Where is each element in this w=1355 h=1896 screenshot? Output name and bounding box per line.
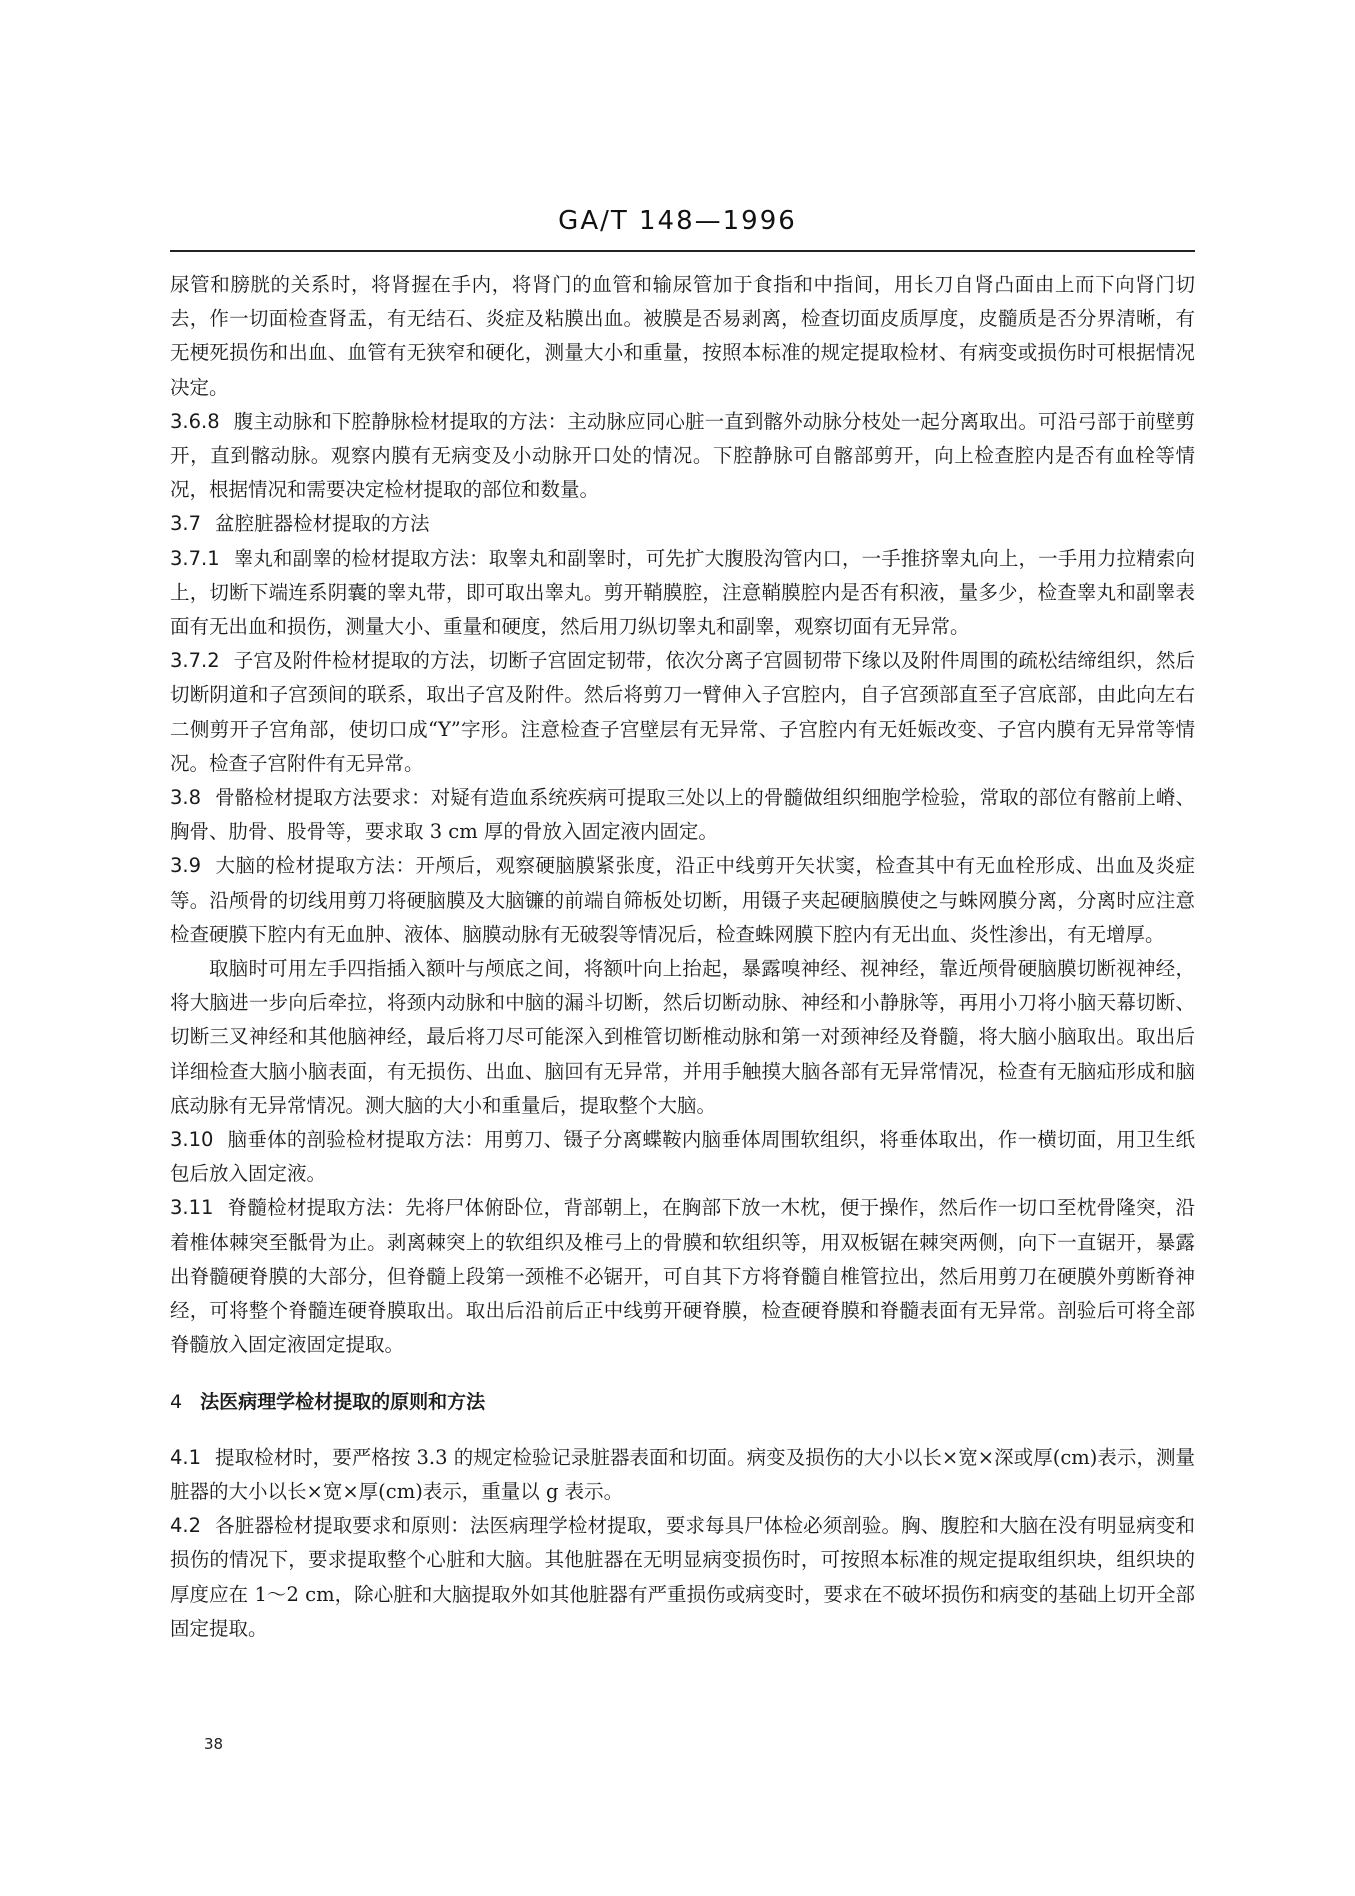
paragraph-text: 睾丸和副睾的检材提取方法：取睾丸和副睾时，可先扩大腹股沟管内口，一手推挤睾丸向上，一手用力拉精索向上，切断下端连系阴囊的睾丸带，即可取出睾丸。剪开鞘膜腔，注意鞘膜腔内是否有积液，量多少，检查睾丸和副睾表面有无出血和损伤，测量大小、重量和硬度，然后用刀纵切睾丸和副睾，观察切面有无异常。 — [170, 546, 1195, 639]
paragraph — [170, 1123, 1195, 1191]
paragraph — [170, 849, 1195, 952]
paragraph — [170, 1191, 1195, 1362]
clause-number: 3.11 — [170, 1196, 214, 1220]
paragraph-text: 大脑的检材提取方法：开颅后，观察硬脑膜紧张度，沿正中线剪开矢状窦，检查其中有无血栓形成、出血及炎症等。沿颅骨的切线用剪刀将硬脑膜及大脑镰的前端自筛板处切断，用镊子夹起硬脑膜使之与蛛网膜分离，分离时应注意检查硬膜下腔内有无血肿、液体、脑膜动脉有无破裂等情况后，检查蛛网膜下腔内有无出血、炎性渗出，有无增厚。 — [170, 854, 1195, 946]
clause-number: 4.2 — [170, 1514, 202, 1538]
page-number: 38 — [204, 1735, 224, 1753]
paragraph — [170, 1509, 1195, 1646]
paragraph — [170, 268, 1195, 405]
paragraph-text: 取脑时可用左手四指插入额叶与颅底之间，将额叶向上抬起，暴露嗅神经、视神经，靠近颅骨硬脑膜切断视神经，将大脑进一步向后牵拉，将颈内动脉和中脑的漏斗切断，然后切断动脉、神经和小静脉等，再用小刀将小脑天幕切断、切断三叉神经和其他脑神经，最后将刀尽可能深入到椎管切断椎动脉和第一对颈神经及脊髓，将大脑小脑取出。取出后详细检查大脑小脑表面，有无损伤、出血、脑回有无异常，并用手触摸大脑各部有无异常情况，检查有无脑疝形成和脑底动脉有无异常情况。测大脑的大小和重量后，提取整个大脑。 — [170, 957, 1195, 1117]
standard-code-header: GA/T 148—1996 — [558, 206, 797, 236]
paragraph-text: 骨骼检材提取方法要求：对疑有造血系统疾病可提取三处以上的骨髓做组织细胞学检验，常取的部位有髂前上嵴、胸骨、肋骨、股骨等，要求取 3 cm 厚的骨放入固定液内固定。 — [170, 786, 1195, 844]
paragraph-text: 脊髓检材提取方法：先将尸体俯卧位，背部朝上，在胸部下放一木枕，便于操作，然后作一切口至枕骨隆突，沿着椎体棘突至骶骨为止。剥离棘突上的软组织及椎弓上的骨膜和软组织等，用双板锯在棘突两侧，向下一直锯开，暴露出脊髓硬脊膜的大部分，但脊髓上段第一颈椎不必锯开，可自其下方将脊髓自椎管拉出，然后用剪刀在硬膜外剪断脊神经，可将整个脊髓连硬脊膜取出。取出后沿前后正中线剪开硬脊膜，检查硬脊膜和脊髓表面有无异常。剖验后可将全部脊髓放入固定液固定提取。 — [170, 1196, 1195, 1357]
clause-number: 3.9 — [170, 854, 202, 878]
paragraph — [170, 542, 1195, 645]
paragraph-text: 腹主动脉和下腔静脉检材提取的方法：主动脉应同心脏一直到髂外动脉分枝处一起分离取出。可沿弓部于前壁剪开，直到髂动脉。观察内膜有无病变及小动脉开口处的情况。下腔静脉可自髂部剪开，向上检查腔内是否有血栓等情况，根据情况和需要决定检材提取的部位和数量。 — [170, 409, 1195, 502]
paragraph — [170, 405, 1195, 508]
clause-number: 3.7.1 — [170, 546, 220, 570]
paragraph-text: 各脏器检材提取要求和原则：法医病理学检材提取，要求每具尸体检必须剖验。胸、腹腔和大脑在没有明显病变和损伤的情况下，要求提取整个心脏和大脑。其他脏器在无明显病变损伤时，可按照本标准的规定提取组织块，组织块的厚度应在 1～2 cm，除心脏和大脑提取外如其他脏器有严重损伤或病变时，要求在不破坏损伤和病变的基础上切开全部固定提取。 — [170, 1514, 1195, 1640]
clause-number: 3.8 — [170, 786, 202, 810]
paragraph — [170, 507, 1195, 541]
paragraph-text: 盆腔脏器检材提取的方法 — [215, 512, 430, 536]
section-title: 法医病理学检材提取的原则和方法 — [200, 1390, 486, 1413]
paragraph-text: 尿管和膀胱的关系时，将肾握在手内，将肾门的血管和输尿管加于食指和中指间，用长刀自肾凸面由上而下向肾门切去，作一切面检查肾盂，有无结石、炎症及粘膜出血。被膜是否易剥离，检查切面皮质厚度，皮髓质是否分界清晰，有无梗死损伤和出血、血管有无狭窄和硬化，测量大小和重量，按照本标准的规定提取检材、有病变或损伤时可根据情况决定。 — [170, 273, 1195, 399]
clause-number: 4.1 — [170, 1445, 202, 1469]
paragraph — [170, 781, 1195, 849]
paragraph-text: 脑垂体的剖验检材提取方法：用剪刀、镊子分离蝶鞍内脑垂体周围软组织，将垂体取出，作一横切面，用卫生纸包后放入固定液。 — [170, 1128, 1195, 1186]
paragraph-text: 子宫及附件检材提取的方法，切断子宫固定韧带，依次分离子宫圆韧带下缘以及附件周围的疏松结缔组织，然后切断阴道和子宫颈间的联系，取出子宫及附件。然后将剪刀一臂伸入子宫腔内，自子宫颈部直至子宫底部，由此向左右二侧剪开子宫角部，使切口成“Y”字形。注意检查子宫壁层有无异常、子宫腔内有无妊娠改变、子宫内膜有无异常等情况。检查子宫附件有无异常。 — [170, 649, 1195, 775]
clause-number: 3.7.2 — [170, 649, 220, 673]
paragraph-text: 提取检材时，要严格按 3.3 的规定检验记录脏器表面和切面。病变及损伤的大小以长×宽×深或厚(cm)表示，测量脏器的大小以长×宽×厚(cm)表示，重量以 g 表示。 — [170, 1445, 1195, 1503]
paragraph — [170, 1441, 1195, 1509]
document-body — [170, 268, 1195, 1646]
section-heading — [170, 1385, 1195, 1419]
clause-number: 3.10 — [170, 1128, 214, 1152]
clause-number: 3.6.8 — [170, 409, 220, 433]
header-rule — [170, 250, 1195, 252]
paragraph — [170, 952, 1195, 1123]
section-number: 4 — [170, 1390, 183, 1413]
clause-number: 3.7 — [170, 512, 202, 536]
paragraph — [170, 644, 1195, 781]
